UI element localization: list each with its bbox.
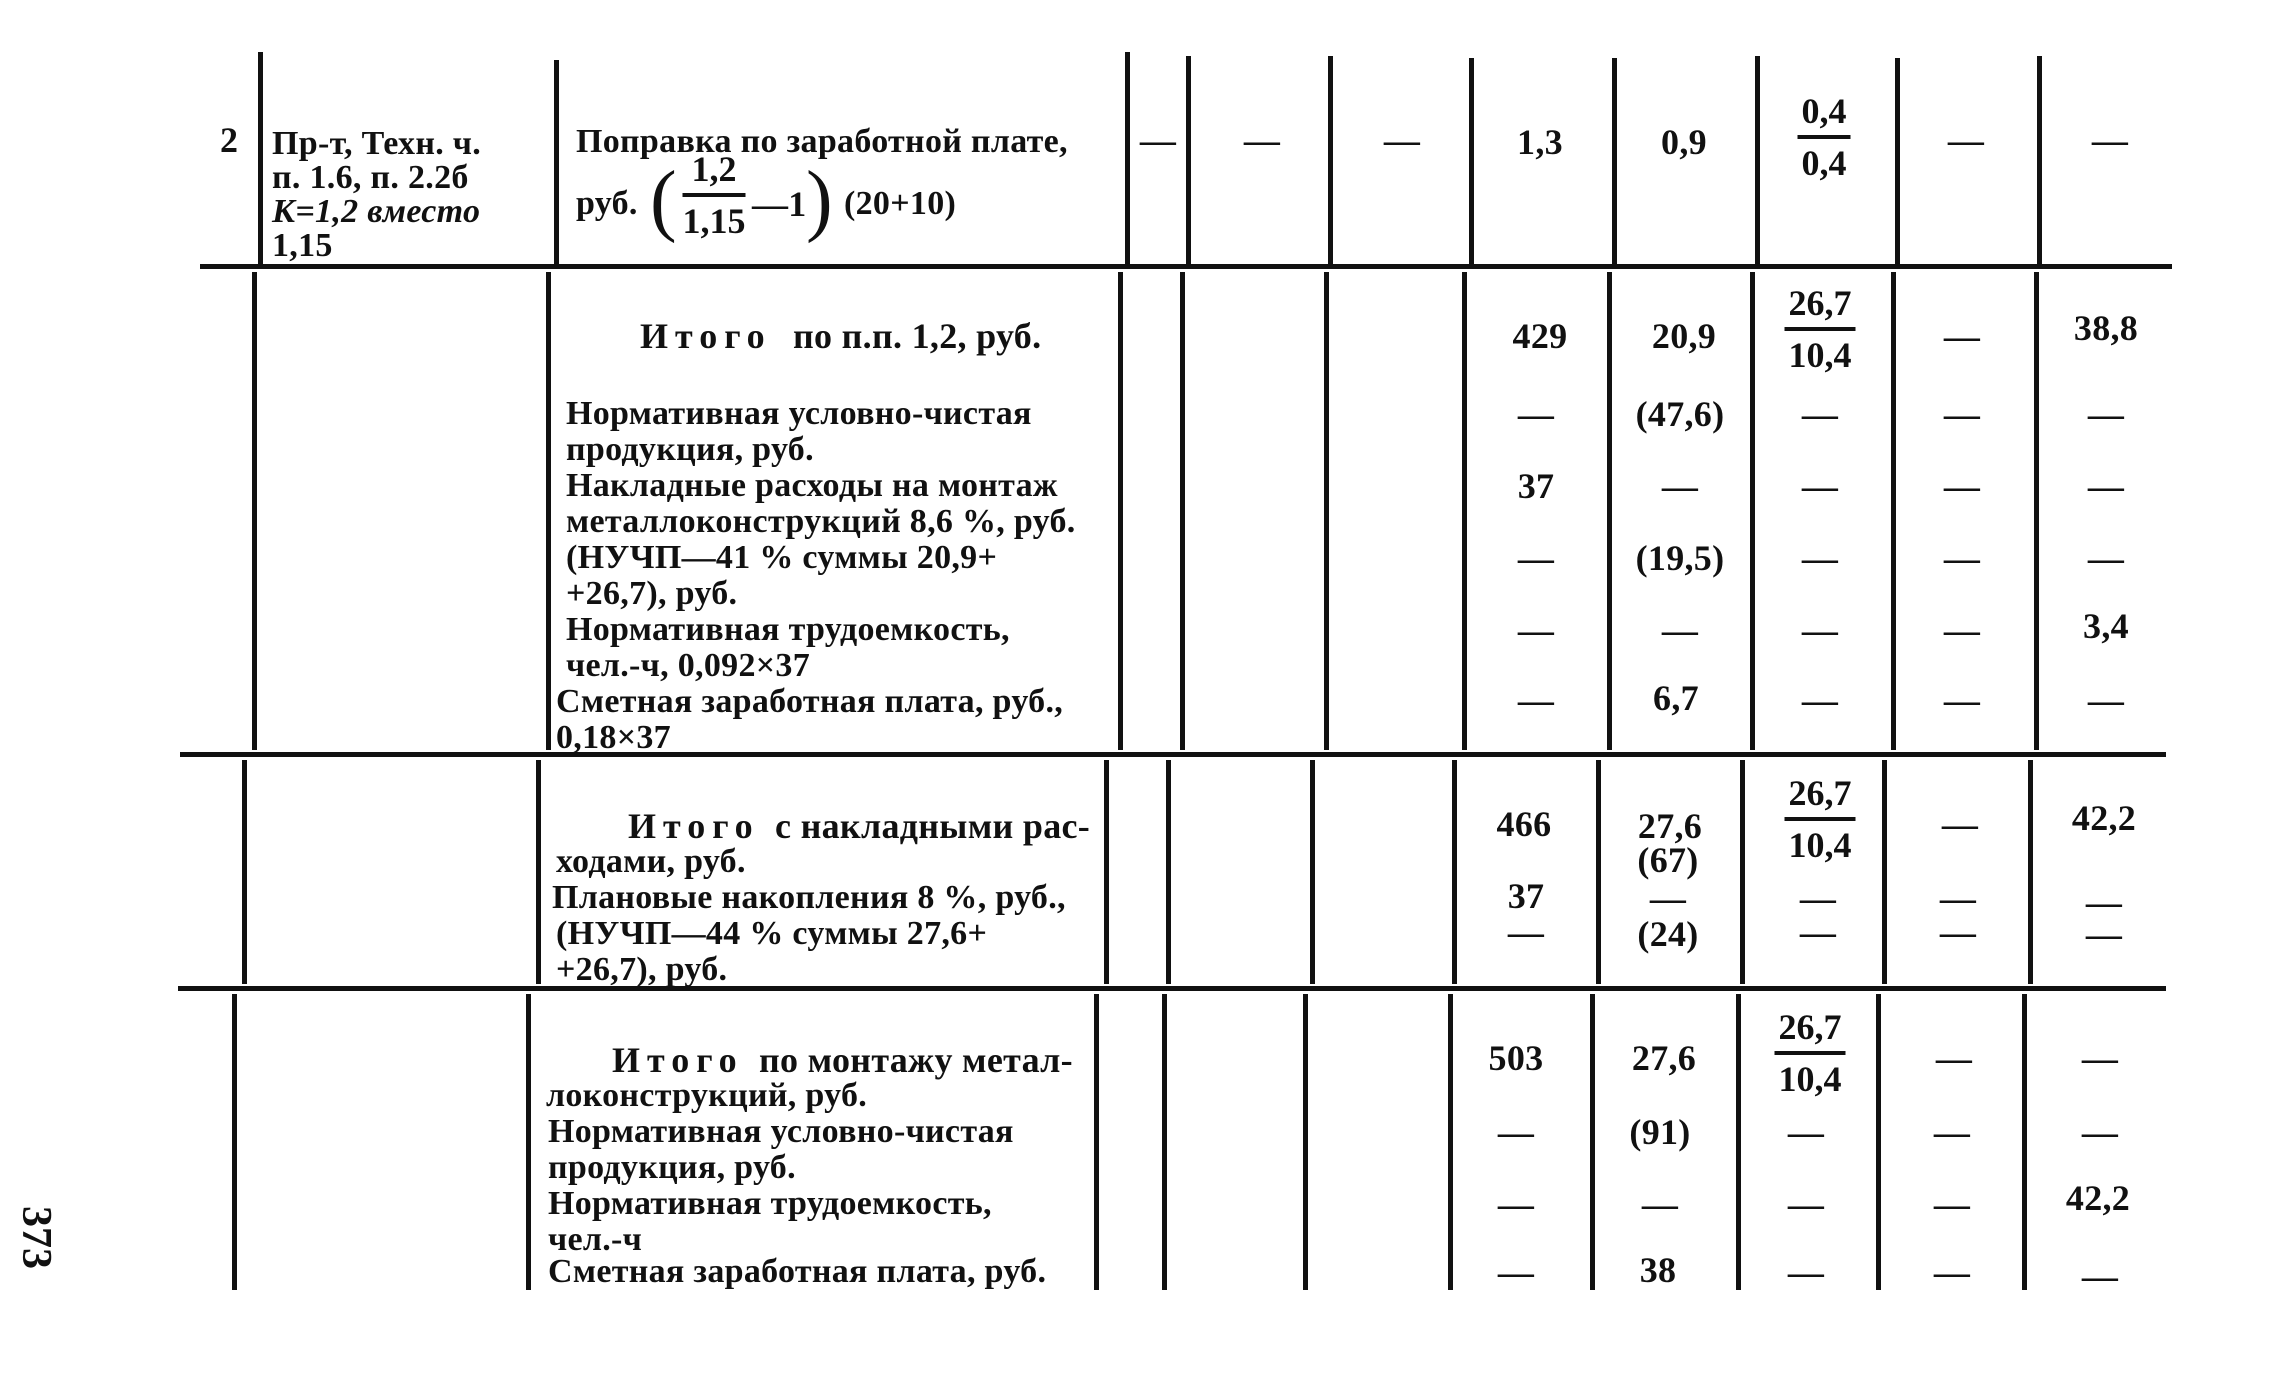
cell-dash: — <box>1787 1184 1825 1224</box>
cell-dash: — <box>2091 120 2129 160</box>
description-line: Нормативная условно-чистая <box>548 1113 1014 1150</box>
cell-value: 3,4 <box>2083 606 2129 646</box>
cell-dash: — <box>1933 1184 1971 1224</box>
vrule <box>1328 56 1333 266</box>
cell-dash: — <box>1801 680 1839 720</box>
cell-dash: — <box>1801 394 1839 434</box>
cell-dash: — <box>1933 1252 1971 1292</box>
description-line: продукция, руб. <box>548 1149 796 1186</box>
cell-fraction <box>1798 92 1851 182</box>
description-line: Сметная заработная плата, руб., <box>556 683 1064 720</box>
cell-value: 38,8 <box>2073 308 2139 348</box>
cell-dash: — <box>2085 882 2123 922</box>
description-line: Нормативная трудоемкость, <box>548 1185 992 1222</box>
cell-value: (67) <box>1637 840 1699 880</box>
vrule <box>2022 994 2027 1290</box>
cell-fraction <box>1785 774 1856 864</box>
cell-dash: — <box>1943 538 1981 578</box>
cell-dash: — <box>1933 1112 1971 1152</box>
paren-open: ( <box>650 156 677 244</box>
vrule <box>2028 760 2033 984</box>
description-line: чел.-ч, 0,092×37 <box>566 647 811 684</box>
vrule <box>1448 994 1453 1290</box>
cell-dash: — <box>1243 120 1281 160</box>
cell-dash: — <box>1139 120 1177 160</box>
cell-value: 27,6 <box>1631 1038 1697 1078</box>
description-line: металлоконструкций 8,6 %, руб. <box>566 503 1076 540</box>
description-rub: руб. <box>576 185 638 222</box>
cell-dash: — <box>1939 878 1977 918</box>
cell-dash: — <box>1517 680 1555 720</box>
total-rest: с накладными рас- <box>774 806 1091 846</box>
description-line: Сметная заработная плата, руб. <box>548 1253 1047 1290</box>
cell-value: 429 <box>1512 316 1568 356</box>
description-fraction <box>683 150 746 240</box>
cell-value: 20,9 <box>1651 316 1717 356</box>
cell-value: (24) <box>1637 914 1699 954</box>
paren-close: ) <box>806 156 833 244</box>
cell-dash: — <box>1943 610 1981 650</box>
basis-line: Пр-т, Техн. ч. <box>272 125 482 162</box>
vrule <box>526 994 531 1290</box>
fraction-denominator: 1,15 <box>682 201 746 241</box>
vrule <box>1094 994 1099 1290</box>
fraction-numerator: 26,7 <box>1785 774 1856 821</box>
cell-dash: — <box>1943 394 1981 434</box>
section-total-label <box>628 808 1090 844</box>
basis-line: 1,15 <box>272 227 333 264</box>
cell-value: 38 <box>1639 1250 1677 1290</box>
description-line: Накладные расходы на монтаж <box>566 467 1058 504</box>
vrule <box>554 60 559 266</box>
cell-dash: — <box>2087 394 2125 434</box>
cell-dash: — <box>1939 912 1977 952</box>
fraction-denominator: 10,4 <box>1788 825 1852 865</box>
cell-value: 1,3 <box>1517 122 1563 162</box>
cell-value: 42,2 <box>2065 1178 2131 1218</box>
vrule <box>1607 272 1612 750</box>
vrule <box>1462 272 1467 750</box>
cell-dash: — <box>1787 1112 1825 1152</box>
cell-value: 6,7 <box>1653 678 1699 718</box>
vrule <box>242 760 247 984</box>
cell-value: 37 <box>1517 466 1555 506</box>
cell-value: 42,2 <box>2071 798 2137 838</box>
vrule <box>1740 760 1745 984</box>
total-rest: по п.п. 1,2, руб. <box>792 316 1042 356</box>
cell-dash: — <box>1947 120 1985 160</box>
total-word: Итого <box>640 316 772 356</box>
cell-dash: — <box>1801 466 1839 506</box>
vrule <box>1736 994 1741 1290</box>
cell-dash: — <box>1517 610 1555 650</box>
section-rule <box>180 752 2166 757</box>
cell-dash: — <box>1661 466 1699 506</box>
cell-dash: — <box>1497 1252 1535 1292</box>
cell-dash: — <box>1517 394 1555 434</box>
vrule <box>258 52 263 266</box>
fraction-numerator: 26,7 <box>1775 1008 1846 1055</box>
cell-value: 37 <box>1507 876 1545 916</box>
description-line: (НУЧП—41 % суммы 20,9+ <box>566 539 998 576</box>
row-number: 2 <box>220 120 239 160</box>
cell-fraction <box>1775 1008 1846 1098</box>
vrule <box>1310 760 1315 984</box>
fraction-denominator: 10,4 <box>1788 335 1852 375</box>
description-line: Плановые накопления 8 %, руб., <box>552 879 1066 916</box>
vrule <box>1104 760 1109 984</box>
cell-dash: — <box>2087 466 2125 506</box>
fraction-numerator: 1,2 <box>683 150 746 197</box>
cell-dash: — <box>2085 914 2123 954</box>
vrule <box>2034 272 2039 750</box>
cell-dash: — <box>1943 466 1981 506</box>
cell-value: (47,6) <box>1635 394 1725 434</box>
cell-dash: — <box>1801 538 1839 578</box>
cell-dash: — <box>1799 878 1837 918</box>
description-line: Поправка по заработной плате, <box>576 123 1068 160</box>
total-rest: по монтажу метал- <box>758 1040 1073 1080</box>
vrule <box>1750 272 1755 750</box>
description-line: Нормативная условно-чистая <box>566 395 1032 432</box>
basis-line: К=1,2 вместо <box>272 193 481 230</box>
description-line: чел.-ч <box>548 1221 643 1258</box>
vrule <box>1118 272 1123 750</box>
cell-dash: — <box>2081 1256 2119 1296</box>
cell-dash: — <box>2087 680 2125 720</box>
vrule <box>1125 52 1130 266</box>
vrule <box>232 994 237 1290</box>
fraction-denominator: 0,4 <box>1801 143 1847 183</box>
cell-dash: — <box>1649 878 1687 918</box>
cell-dash: — <box>2087 538 2125 578</box>
description-line: (НУЧП—44 % суммы 27,6+ <box>556 915 988 952</box>
section-total-label <box>612 1042 1073 1078</box>
total-word: Итого <box>612 1040 744 1080</box>
vrule <box>1324 272 1329 750</box>
description-line: +26,7), руб. <box>566 575 738 612</box>
description-minus-one: —1 <box>752 184 807 224</box>
cell-value: 466 <box>1496 804 1552 844</box>
cell-dash: — <box>1383 120 1421 160</box>
cell-dash: — <box>1787 1252 1825 1292</box>
vrule <box>546 272 551 750</box>
page-number: 373 <box>13 1206 59 1269</box>
cell-value: 0,9 <box>1661 122 1707 162</box>
vrule <box>1162 994 1167 1290</box>
section-rule <box>200 264 2172 269</box>
vrule <box>1755 56 1760 266</box>
description-line: продукция, руб. <box>566 431 814 468</box>
section-rule <box>178 986 2166 991</box>
cell-dash: — <box>1517 538 1555 578</box>
vrule <box>1180 272 1185 750</box>
vrule <box>1876 994 1881 1290</box>
vrule <box>1186 56 1191 266</box>
cell-value: 27,6 <box>1637 806 1703 846</box>
vrule <box>1612 58 1617 266</box>
fraction-denominator: 10,4 <box>1778 1059 1842 1099</box>
cell-dash: — <box>1943 316 1981 356</box>
description-line: 0,18×37 <box>556 719 671 756</box>
vrule <box>1166 760 1171 984</box>
description-tail: (20+10) <box>844 185 957 222</box>
cell-dash: — <box>1941 804 1979 844</box>
cell-dash: — <box>1801 610 1839 650</box>
cell-fraction <box>1785 284 1856 374</box>
description-line: локонструкций, руб. <box>546 1077 868 1114</box>
cell-value: (91) <box>1629 1112 1691 1152</box>
cell-dash: — <box>1799 912 1837 952</box>
cell-dash: — <box>1661 610 1699 650</box>
cell-dash: — <box>1497 1184 1535 1224</box>
cell-value: 503 <box>1488 1038 1544 1078</box>
cell-dash: — <box>1497 1112 1535 1152</box>
vrule <box>1590 994 1595 1290</box>
vrule <box>1469 58 1474 266</box>
vrule <box>1895 58 1900 266</box>
cell-dash: — <box>1943 680 1981 720</box>
total-word: Итого <box>628 806 760 846</box>
cell-dash: — <box>1641 1184 1679 1224</box>
section-total-label <box>640 318 1041 354</box>
cell-dash: — <box>2081 1112 2119 1152</box>
cell-dash: — <box>1507 912 1545 952</box>
vrule <box>536 760 541 984</box>
description-line: +26,7), руб. <box>556 951 728 988</box>
cell-dash: — <box>2081 1038 2119 1078</box>
vrule <box>1882 760 1887 984</box>
vrule <box>1596 760 1601 984</box>
description-line: Нормативная трудоемкость, <box>566 611 1010 648</box>
basis-line: п. 1.6, п. 2.2б <box>272 159 469 196</box>
vrule <box>2037 56 2042 266</box>
vrule <box>1891 272 1896 750</box>
cell-dash: — <box>1935 1038 1973 1078</box>
fraction-numerator: 0,4 <box>1798 92 1851 139</box>
vrule <box>1303 994 1308 1290</box>
vrule <box>252 272 257 750</box>
cell-value: (19,5) <box>1635 538 1725 578</box>
description-line: ходами, руб. <box>556 843 746 880</box>
fraction-numerator: 26,7 <box>1785 284 1856 331</box>
vrule <box>1452 760 1457 984</box>
